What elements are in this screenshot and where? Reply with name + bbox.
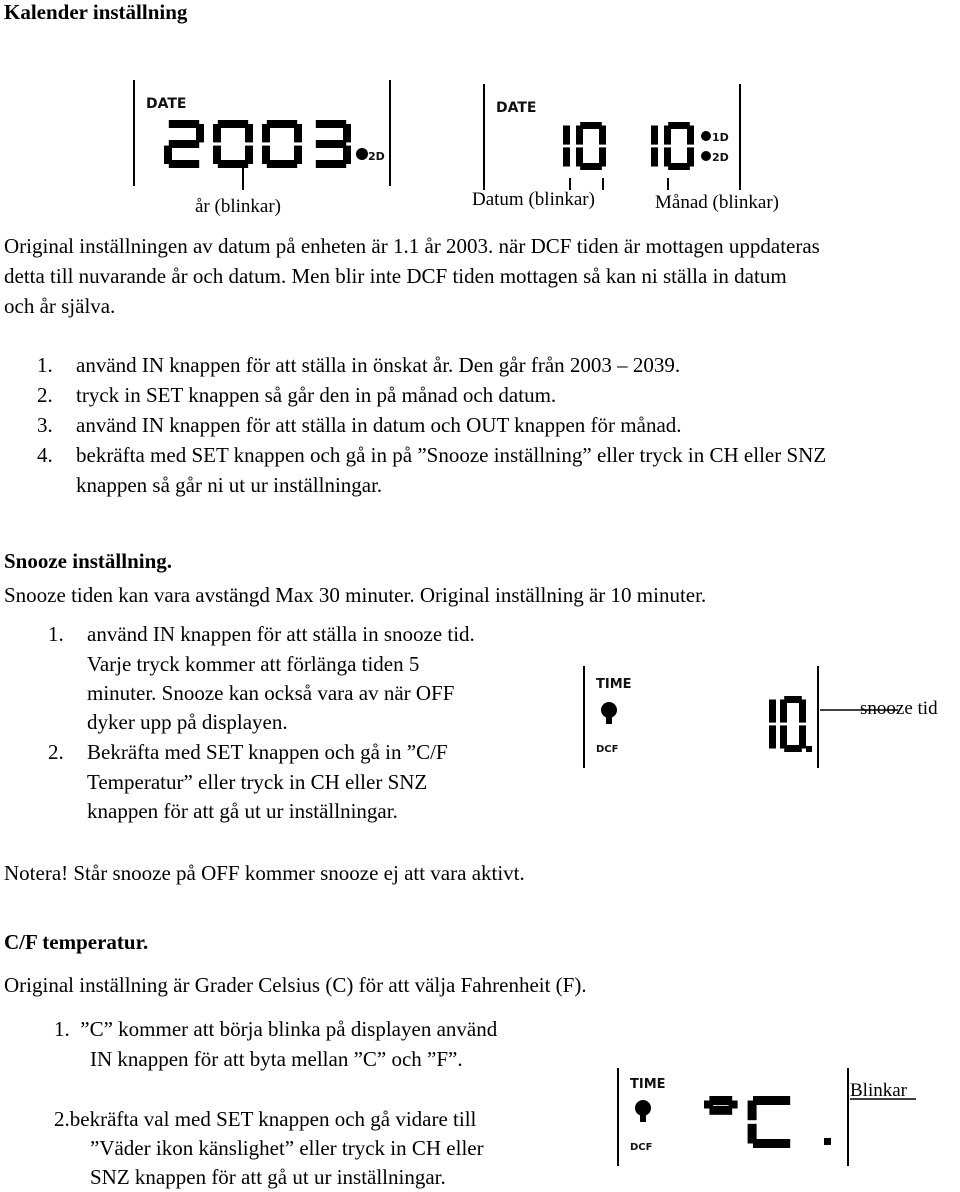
cf-step-2-line-3: SNZ knappen för att gå ut ur inställningar. (90, 1165, 446, 1189)
snooze-step-2-num: 2. (48, 740, 64, 764)
cf-lcd-dcf-label: DCF (630, 1142, 653, 1153)
lcd-digit-° (704, 1096, 738, 1115)
cf-step-2-line-1: 2.bekräfta val med SET knappen och gå vidare till (54, 1107, 477, 1131)
snooze-step-1-line-1: använd IN knappen för att ställa in snooze tid. (87, 622, 475, 646)
calendar-step-4-text-1: bekräfta med SET knappen och gå in på ”Snooze inställning” eller tryck in CH eller SNZ (76, 443, 827, 467)
svg-text:1D: 1D (712, 131, 729, 144)
cf-caption: Blinkar (850, 1080, 907, 1101)
calendar-step-2-num: 2. (37, 383, 53, 407)
cf-value (704, 1096, 790, 1148)
cf-heading: C/F temperatur. (4, 930, 149, 954)
bell-icon (635, 1100, 651, 1122)
snooze-step-2-line-1: Bekräfta med SET knappen och gå in ”C/F (87, 740, 448, 764)
snooze-step-2-line-3: knappen för att gå ut ur inställningar. (87, 799, 398, 823)
cf-step-2-line-2: ”Väder ikon känslighet” eller tryck in CH eller (90, 1136, 484, 1160)
svg-text:2D: 2D (368, 150, 385, 163)
calendar-step-4-text-2: knappen så går ni ut ur inställningar. (76, 473, 383, 497)
cf-step-1-line-2: IN knappen för att byta mellan ”C” och ”F”. (90, 1047, 463, 1071)
calendar-step-1-text: använd IN knappen för att ställa in önskat år. Den går från 2003 – 2039. (76, 353, 681, 377)
calendar-step-4-num: 4. (37, 443, 53, 467)
snooze-caption: snooze tid (860, 698, 938, 719)
lcd-digit-1 (769, 700, 776, 749)
cf-lcd-time-label: TIME (630, 1077, 666, 1092)
snooze-step-1-line-4: dyker upp på displayen. (87, 710, 288, 734)
calendar-step-3-num: 3. (37, 413, 53, 437)
cf-intro: Original inställning är Grader Celsius (C) för att välja Fahrenheit (F). (4, 973, 587, 997)
snooze-step-2-line-2: Temperatur” eller tryck in CH eller SNZ (87, 770, 428, 794)
snooze-note: Notera! Står snooze på OFF kommer snooze ej att vara aktivt. (4, 861, 525, 885)
bell-icon (601, 702, 617, 724)
snooze-lcd-display (582, 664, 822, 770)
snooze-intro: Snooze tiden kan vara avstängd Max 30 minuter. Original inställning är 10 minuter. (4, 583, 707, 607)
lcd-digit-C (748, 1096, 791, 1148)
lcd-digit-0 (780, 696, 806, 752)
calendar-intro-line-3: och år själva. (4, 294, 116, 318)
calendar-step-1-num: 1. (37, 353, 53, 377)
cf-lcd-display (616, 1066, 852, 1168)
cf-step-1-line-1: 1. ”C” kommer att börja blinka på displayen använd (54, 1017, 498, 1041)
day-caption: Datum (blinkar) (472, 189, 595, 210)
snooze-step-1-num: 1. (48, 622, 64, 646)
snooze-digits (769, 696, 806, 752)
calendar-step-2-text: tryck in SET knappen så går den in på månad och datum. (76, 383, 557, 407)
month-caption: Månad (blinkar) (655, 192, 779, 213)
snooze-heading: Snooze inställning. (4, 549, 173, 573)
year-lcd-label: DATE (146, 96, 187, 112)
calendar-heading: Kalender inställning (4, 0, 188, 24)
date-lcd-label: DATE (496, 100, 537, 116)
svg-text:2D: 2D (712, 151, 729, 164)
snooze-lcd-time-label: TIME (596, 677, 632, 692)
calendar-step-3-text: använd IN knappen för att ställa in datum och OUT knappen för månad. (76, 413, 682, 437)
snooze-step-1-line-3: minuter. Snooze kan också vara av när OFF (87, 681, 455, 705)
snooze-step-1-line-2: Varje tryck kommer att förlänga tiden 5 (87, 652, 420, 676)
calendar-intro-line-2: detta till nuvarande år och datum. Men blir inte DCF tiden mottagen så kan ni ställa in datum (4, 264, 787, 288)
year-caption: år (blinkar) (195, 196, 281, 217)
snooze-lcd-dcf-label: DCF (596, 744, 619, 755)
calendar-intro-line-1: Original inställningen av datum på enheten är 1.1 år 2003. när DCF tiden är mottagen uppdateras (4, 234, 820, 258)
